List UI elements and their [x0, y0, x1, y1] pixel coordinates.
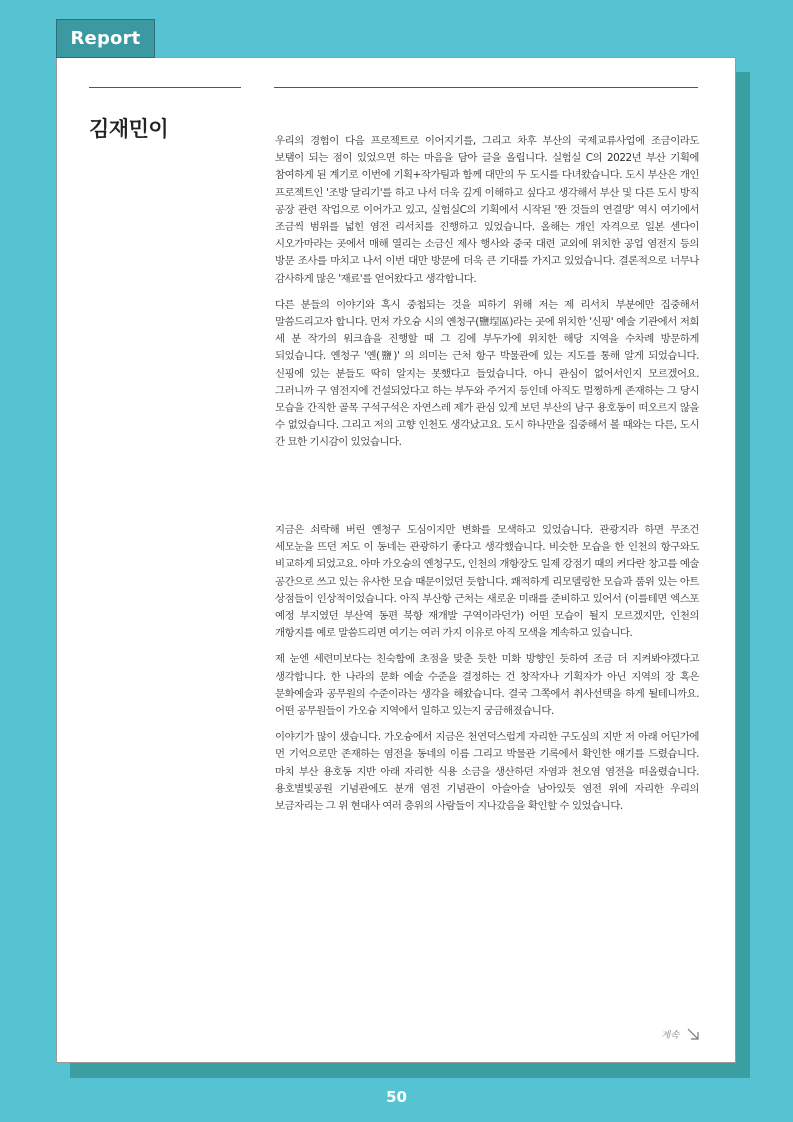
paragraph: 지금은 쇠락해 버린 옌청구 도심이지만 변화를 모색하고 있었습니다. 관광지라 하면 무조건 세모눈을 뜨던 저도 이 동네는 관광하기 좋다고 생각했습니다. 비슷한 모습을 한 인천의 항구와도 비교하게 되었고요. 아마 가오슝의 옌청구도, 인천의 개항장도 일제 강점기 때의 커다란 창고를 예술 공간으로 쓰고 있는 유사한 모습 때문이었던 듯합니다. 쾌적하게 리모델링한 모습과 품위 있는 아트 상점들이 인상적이었습니다. 아직 부산항 근처는 새로운 미래를 준비하고 있어서 (이를테면 엑스포 예정 부지였던 부산역 동편 북항 재개발 구역이라던가) 어떤 모습이 될지 모르겠지만, 인천의 개항지를 예로 말씀드리면 여기는 여러 가지 이유로 아직 모색을 계속하고 있습니다. — [275, 524, 699, 640]
author-name: 김재민이 — [89, 117, 169, 141]
report-tab: Report — [56, 19, 155, 58]
article-body-bottom — [275, 522, 699, 824]
article-body-top — [275, 133, 699, 461]
continue-link[interactable] — [661, 1027, 699, 1041]
paragraph: 다른 분들의 이야기와 혹시 중첩되는 것을 피하기 위해 저는 제 리서치 부분에만 집중해서 말씀드리고자 합니다. 먼저 가오슝 시의 옌청구(鹽埕區)라는 곳에 위치한 '신핑' 예술 기관에서 저희 세 분 작가의 워크숍을 진행할 때 그 김에 부두가에 위치한 해당 지역을 수차례 방문하게 되었습니다. 옌청구 '옌(鹽)' 의 의미는 근처 항구 박물관에 있는 지도를 통해 알게 되었습니다. 신핑에 있는 분들도 딱히 알지는 못했다고 들었습니다. 아니 관심이 없어서인지 모르겠어요. 그러니까 구 염전지에 건설되었다고 하는 부두와 주거지 등인데 아직도 멀쩡하게 존재하는 그 당시 모습을 간직한 골목 구석구석은 자연스레 제가 관심 있게 보던 부산의 남구 용호동이 떠오르지 않을 수 없었습니다. 그리고 저의 고향 인천도 생각났고요. 도시 하나만을 집중해서 볼 때와는 다른, 도시 간 묘한 기시감이 있었습니다. — [275, 298, 699, 449]
paragraph: 우리의 경험이 다음 프로젝트로 이어지기를, 그리고 차후 부산의 국제교류사업에 조금이라도 보탬이 되는 점이 있었으면 하는 마음을 담아 글을 올립니다. 실험실 C의 2022년 부산 기획에 참여하게 된 계기로 이번에 기획+작가팀과 함께 대만의 두 도시를 다녀왔습니다. 도시 부산은 개인 프로젝트인 '조방 달리기'를 하고 나서 더욱 깊게 이해하고 싶다고 생각해서 부산 및 다른 도시 방직 공장 관련 작업으로 이어가고 있고, 실험실C의 기획에서 시작된 '짠 것들의 연결망' 역시 여기에서 조금씩 범위를 넓힌 염전 리서치를 진행하고 있었습니다. 올해는 개인 자격으로 일본 센다이 시오가마라는 곳에서 매해 열리는 소금신 제사 행사와 중국 대련 교외에 위치한 공업 염전지 등의 방문 조사를 마치고 나서 이번 대만 방문에 더욱 큰 기대를 가지고 있었습니다. 결론적으로 너무나 감사하게 많은 '재료'를 얻어왔다고 생각합니다. — [275, 135, 699, 285]
rule-left — [89, 87, 241, 88]
arrow-down-right-icon — [687, 1028, 699, 1040]
paragraph: 제 눈엔 세련미보다는 친숙함에 초점을 맞춘 듯한 미화 방향인 듯하여 조금 더 지켜봐야겠다고 생각합니다. 한 나라의 문화 예술 수준을 결정하는 건 창작자나 기획자가 아닌 지역의 장 혹은 문화예술과 공무원의 수준이라는 생각을 해왔습니다. 결국 그쪽에서 취사선택을 하게 될테니까요. 어떤 공무원들이 가오슝 지역에서 일하고 있는지 궁금해졌습니다. — [275, 653, 699, 718]
rule-right — [274, 87, 698, 88]
continue-label: 계속 — [661, 1030, 680, 1041]
paragraph: 이야기가 많이 샜습니다. 가오슝에서 지금은 천연덕스럽게 자리한 구도심의 지반 저 아래 어딘가에 먼 기억으로만 존재하는 염전을 동네의 이름 그리고 박물관 기록에서 확인한 얘기를 드렸습니다. 마치 부산 용호동 지반 아래 자리한 식용 소금을 생산하던 자염과 천오염 염전을 떠올렸습니다. 용호별빛공원 기념관에도 분개 염전 기념관이 아슬아슬 남아있듯 염전 위에 자리한 우리의 보금자리는 그 위 현대사 여러 층위의 사람들이 지나갔음을 확인할 수 있었습니다. — [275, 731, 699, 813]
page-number: 50 — [386, 1088, 407, 1106]
